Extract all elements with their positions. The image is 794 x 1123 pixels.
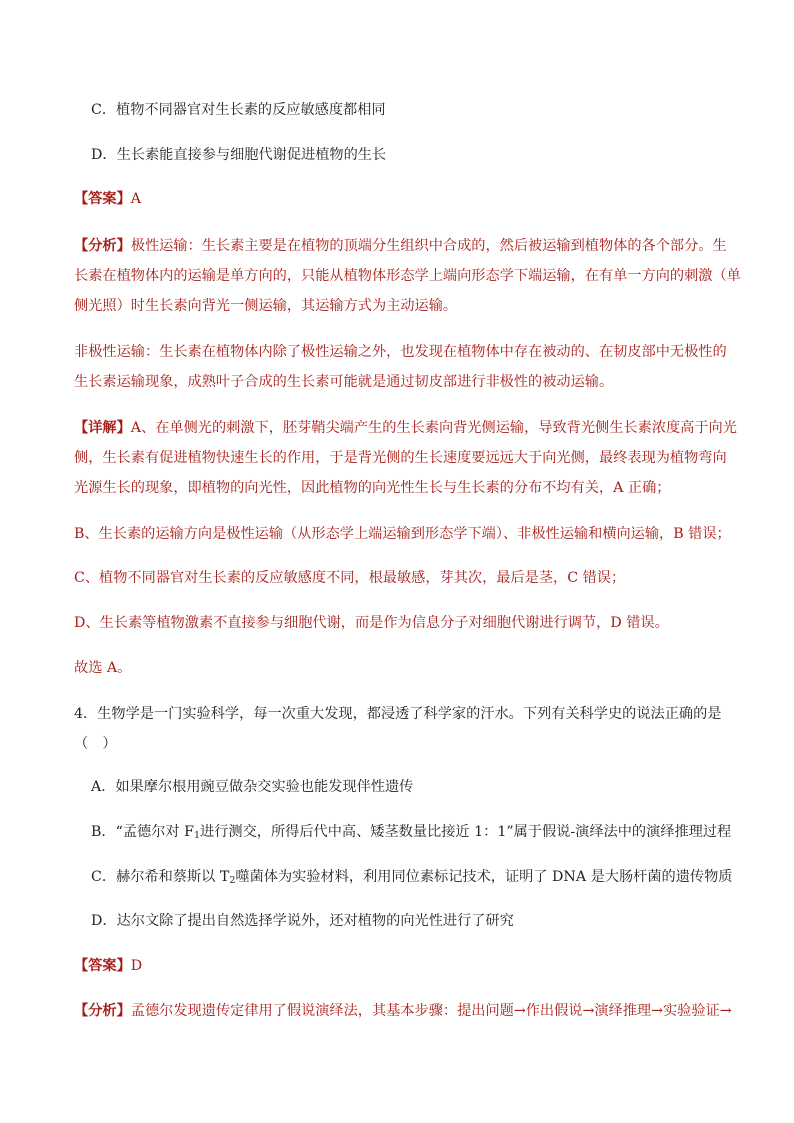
q4-option-b: B．“孟德尔对 $F_1$进行测交，所得后代中高、矮茎数量比接近 1：1”属于假说-演绎法中的演绎推理过程 [91,824,732,841]
q4-option-c: C．赫尔希和蔡斯以 $T_2$噬菌体为实验材料，利用同位素标记技术，证明了 DNA 是大肠杆菌的遗传物质 [91,869,733,886]
q3-detail-line: 【详解】A、在单侧光的刺激下，胚芽鞘尖端产生的生长素向背光侧运输，导致背光侧生长素浓度高于向光 [74,420,737,436]
answer-value: D [130,958,143,974]
q3-nonpolar-line: 生长素运输现象，成熟叶子合成的生长素可能就是通过韧皮部进行非极性的被动运输。 [74,374,614,390]
q3-nonpolar-line: 非极性运输：生长素在植物体内除了极性运输之外，也发现在植物体中存在被动的、在韧皮部中无极性的 [74,344,727,360]
q3-detail-line: 侧，生长素有促进植物快速生长的作用，于是背光侧的生长速度要远远大于向光侧，最终表现为植物弯向 [74,450,727,466]
q4-analysis-line: 【分析】孟德尔发现遗传定律用了假说演绎法，其基本步骤：提出问题→作出假说→演绎推理→实验验证→ [74,1003,732,1019]
q3-answer [74,188,734,210]
q3-option-c: C．植物不同器官对生长素的反应敏感度都相同 [91,102,386,118]
q3-analysis-line: 侧光照）时生长素向背光一侧运输，其运输方式为主动运输。 [74,298,458,314]
q4-answer [74,955,734,977]
answer-value: A [130,191,142,207]
q3-detail-c: C、植物不同器官对生长素的反应敏感度不同，根最敏感，芽其次，最后是茎，C 错误； [74,570,626,586]
answer-tag: 【答案】 [74,958,131,974]
answer-tag: 【答案】 [74,191,131,207]
q3-option-d: D．生长素能直接参与细胞代谢促进植物的生长 [91,147,387,163]
q4-stem-line: 4．生物学是一门实验科学，每一次重大发现，都浸透了科学家的汗水。下列有关科学史的说法正确的是 [74,706,722,722]
analysis-tag: 【分析】 [74,238,131,254]
q3-detail-d: D、生长素等植物激素不直接参与细胞代谢，而是作为信息分子对细胞代谢进行调节，D 错误。 [74,615,669,631]
q3-analysis-line: 【分析】极性运输：生长素主要是在植物的顶端分生组织中合成的，然后被运输到植物体的各个部分。生 [74,238,727,254]
analysis-tag: 【分析】 [74,1003,131,1019]
q4-option-d: D．达尔文除了提出自然选择学说外，还对植物的向光性进行了研究 [91,913,514,929]
q4-stem-line: （ ） [74,736,117,752]
detail-tag: 【详解】 [74,420,131,436]
q3-analysis-line: 长素在植物体内的运输是单方向的，只能从植物体形态学上端向形态学下端运输，在有单一方向的刺激（单 [74,268,741,284]
q3-conclusion: 故选 A。 [74,660,132,676]
q3-detail-b: B、生长素的运输方向是极性运输（从形态学上端运输到形态学下端）、非极性运输和横向运输，B 错误； [74,526,731,542]
q4-option-a: A．如果摩尔根用豌豆做杂交实验也能发现伴性遗传 [91,779,414,795]
q3-detail-line: 光源生长的现象，即植物的向光性，因此植物的向光性生长与生长素的分布不均有关，A 正确； [74,480,671,496]
